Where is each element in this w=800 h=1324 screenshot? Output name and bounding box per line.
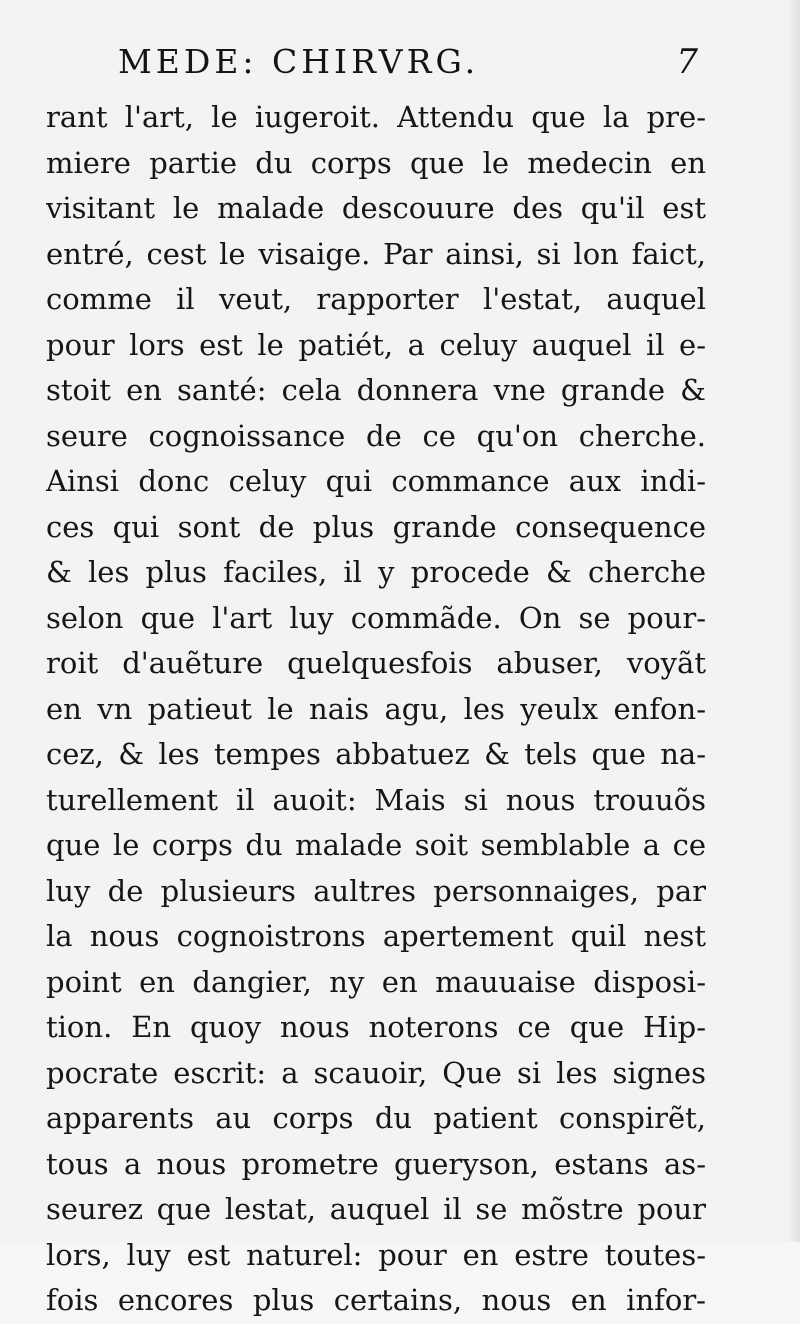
body-text (46, 95, 706, 1324)
text-line: cez, & les tempes abbatuez & tels que na- (46, 737, 706, 771)
text-line: pocrate escrit: a scauoir, Que si les signes (46, 1055, 706, 1090)
text-line: fois encores plus certains, nous en infor- (46, 1283, 706, 1317)
text-line: point en dangier, ny en mauuaise disposi- (46, 964, 706, 999)
text-line: Ainsi donc celuy qui commance aux indi- (46, 464, 706, 498)
text-line: apparents au corps du patient conspirẽt, (46, 1101, 706, 1135)
page-edge-shadow (788, 0, 800, 1242)
text-line: stoit en santé: cela donnera vne grande & (46, 373, 706, 407)
text-line: ces qui sont de plus grande consequence (46, 509, 706, 544)
text-line: comme il veut, rapporter l'estat, auquel (46, 282, 706, 316)
text-line: seure cognoissance de ce qu'on cherche. (46, 418, 706, 453)
text-line: tous a nous prometre gueryson, estans as- (46, 1146, 706, 1181)
text-line: en vn patieut le nais agu, les yeulx enfon- (46, 691, 706, 726)
text-line: entré, cest le visaige. Par ainsi, si lon faict, (46, 236, 706, 271)
text-line: la nous cognoistrons apertement quil nest (46, 919, 706, 953)
text-line: que le corps du malade soit semblable a ce (46, 828, 706, 862)
running-head: MEDE: CHIRVRG. (118, 42, 480, 81)
text-line: roit d'auẽture quelquesfois abuser, voyãt (46, 646, 706, 680)
text-line: & les plus faciles, il y procede & cherche (46, 555, 706, 589)
page-header (118, 42, 698, 92)
text-line: lors, luy est naturel: pour en estre toutes- (46, 1237, 706, 1272)
text-line: visitant le malade descouure des qu'il est (46, 191, 706, 225)
text-line: selon que l'art luy commãde. On se pour- (46, 600, 706, 635)
page-number: 7 (676, 42, 698, 82)
text-line: rant l'art, le iugeroit. Attendu que la pre- (46, 100, 706, 134)
text-line: tion. En quoy nous noterons ce que Hip- (46, 1010, 706, 1044)
text-line: luy de plusieurs aultres personnaiges, par (46, 873, 706, 908)
text-line: seurez que lestat, auquel il se mõstre pour (46, 1192, 706, 1226)
text-line: pour lors est le patiét, a celuy auquel il e- (46, 327, 706, 362)
text-line: turellement il auoit: Mais si nous trouuõs (46, 782, 706, 817)
text-line: miere partie du corps que le medecin en (46, 145, 706, 180)
